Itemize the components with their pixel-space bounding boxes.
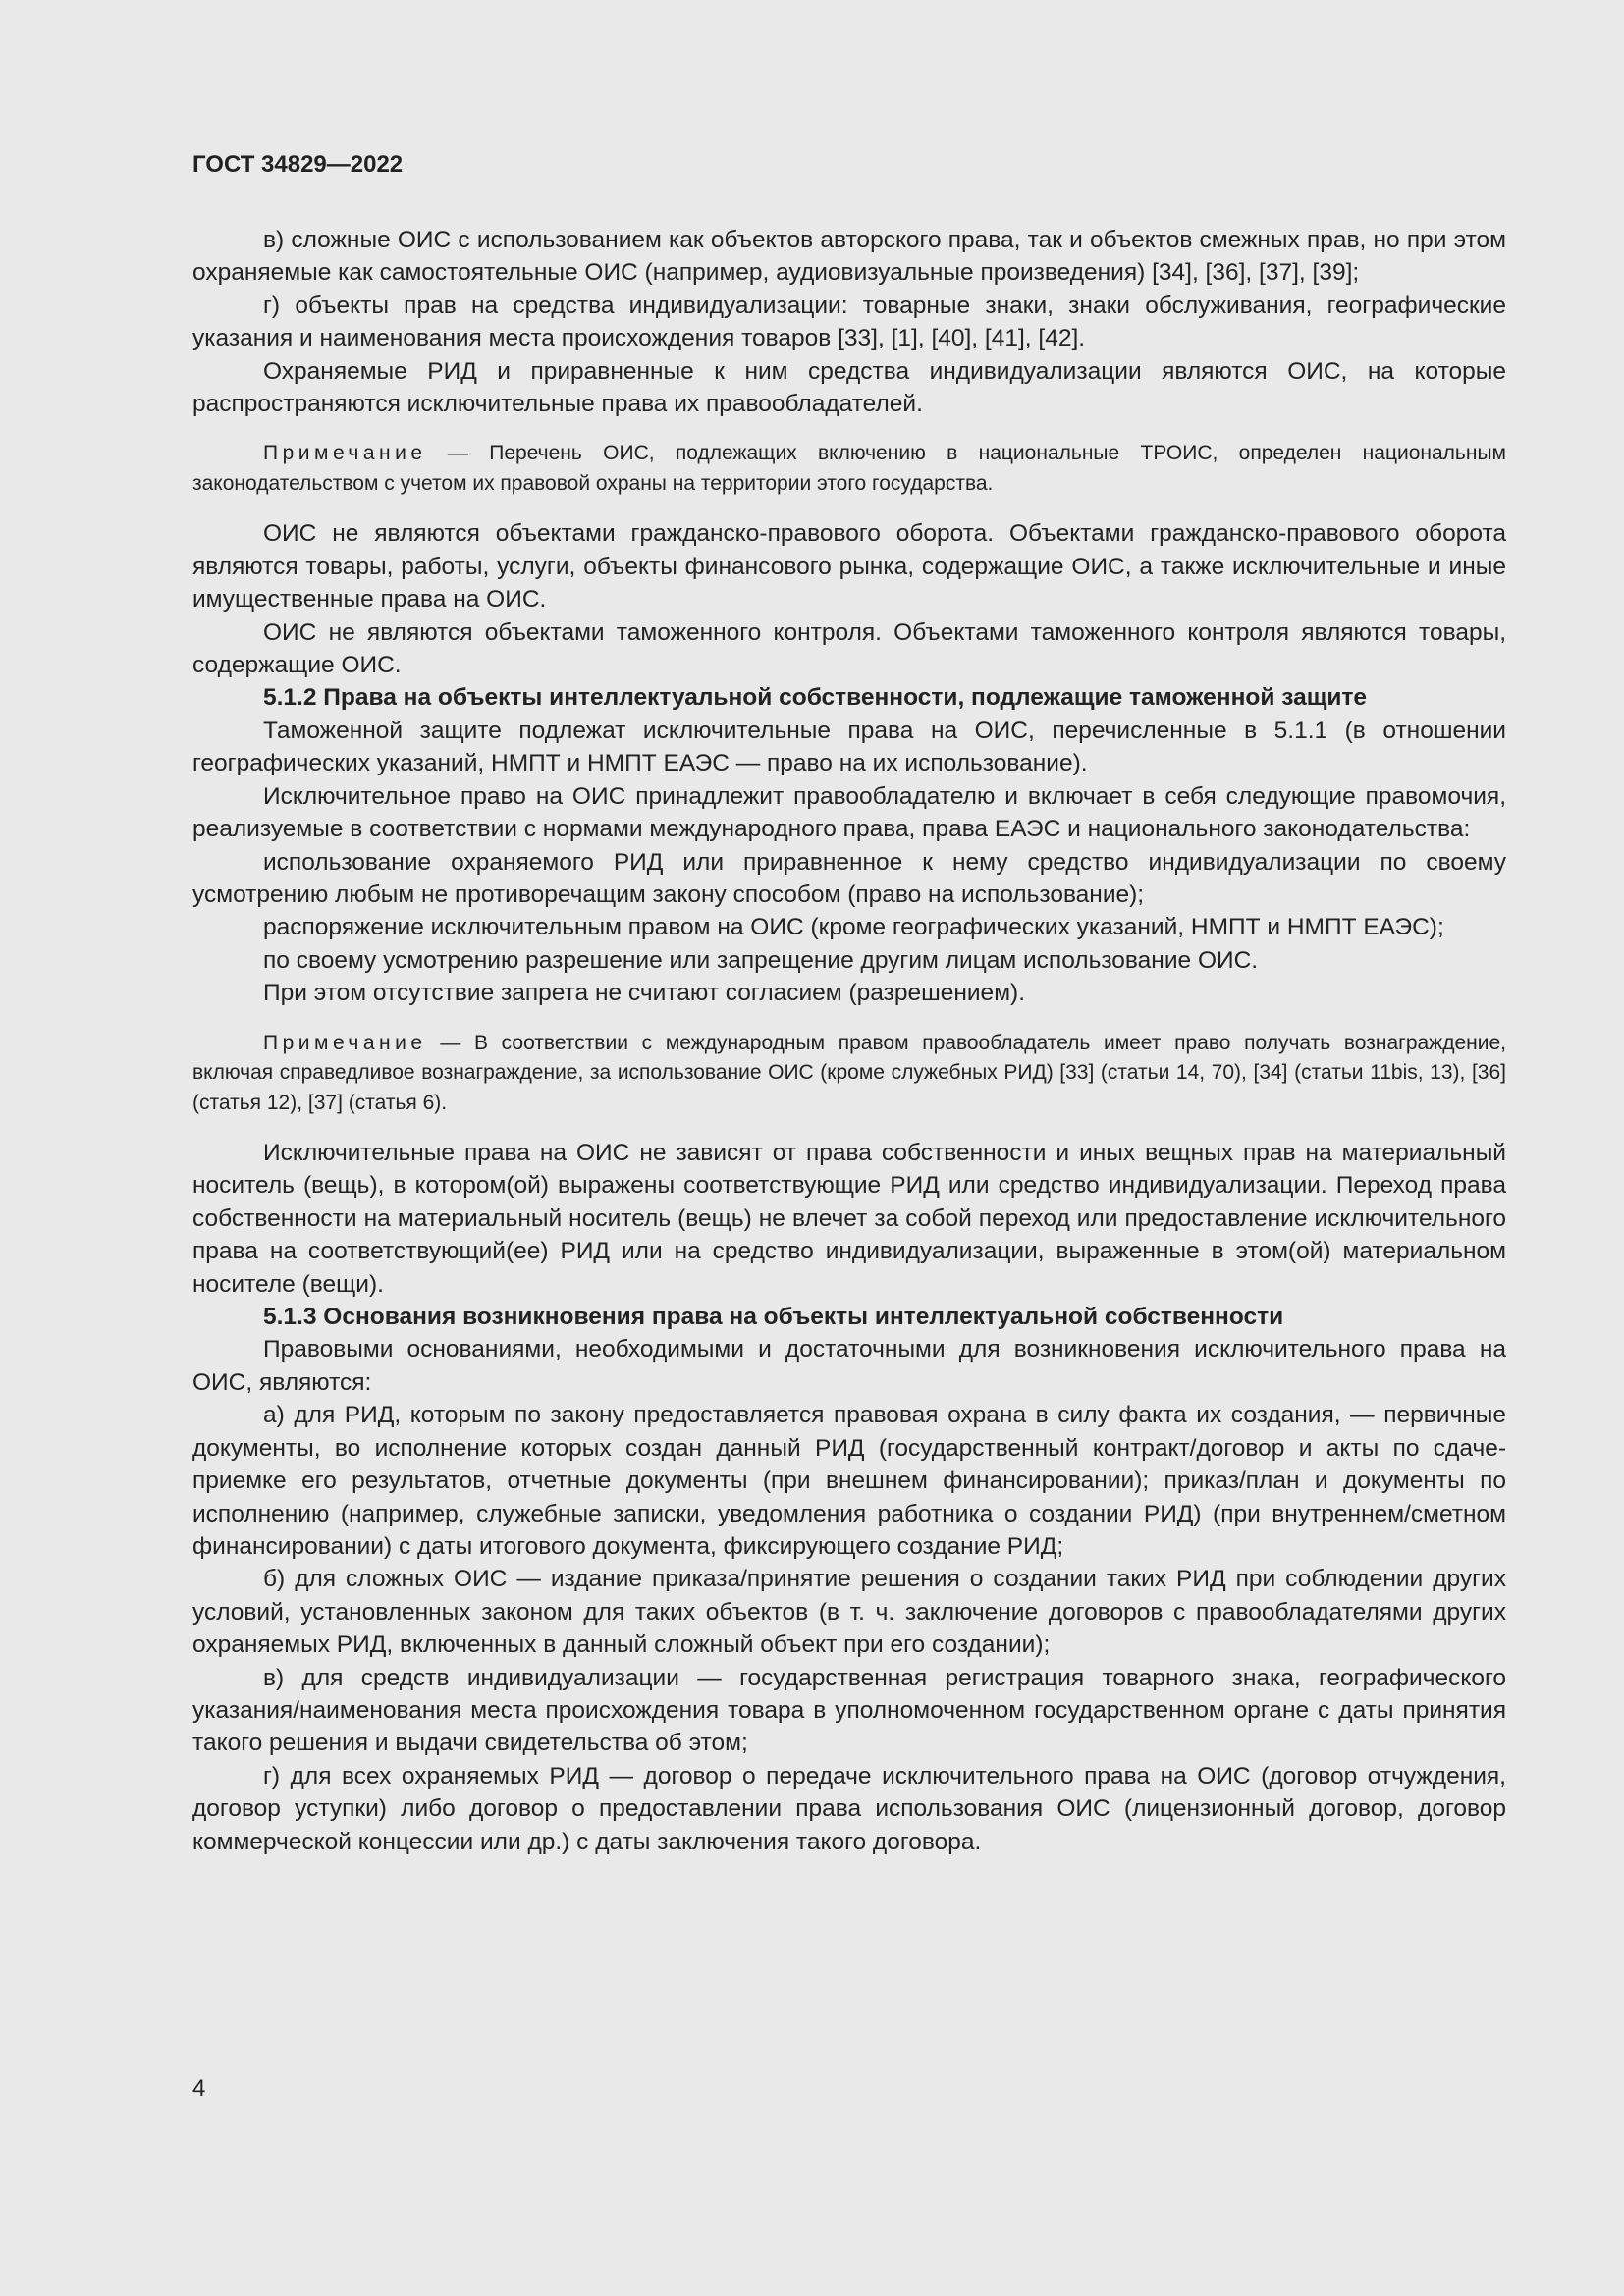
paragraph-material-carrier: Исключительные права на ОИС не зависят от права собственности и иных вещных прав на материальный носитель (вещь), в котором(ой) выражены соответствующие РИД или средство индивидуализации. Переход права собственности на материальный носитель (вещь) не влечет за собой переход или предоставление исключительного права на соответствующий(ее) РИД или на средство индивидуализации, выраженные в этом(ой) материальном носителе (вещи).: [192, 1140, 1506, 1298]
paragraph-right-dispose: распоряжение исключительным правом на ОИС (кроме географических указаний, НМПТ и НМПТ ЕАЭС);: [263, 914, 1444, 941]
document-body: [192, 224, 1506, 1858]
paragraph-exclusive-right: Исключительное право на ОИС принадлежит правообладателю и включает в себя следующие правомочия, реализуемые в соответствии с нормами международного права, права ЕАЭС и национального законодательства:: [192, 782, 1506, 843]
note-1: [192, 439, 1506, 499]
page-number: 4: [192, 2075, 206, 2102]
note-2-text: — В соответствии с международным правом правообладатель имеет право получать вознаграждение, включая справедливое вознаграждение, за использование ОИС (кроме служебных РИД) [33] (статьи 14, 70), [34] (статьи 11bis, 13), [36] (статья 12), [37] (статья 6).: [192, 1031, 1506, 1114]
paragraph-legal-grounds: Правовыми основаниями, необходимыми и достаточными для возникновения исключительного права на ОИС, являются:: [192, 1336, 1506, 1396]
paragraph-protected-rid: Охраняемые РИД и приравненные к ним средства индивидуализации являются ОИС, на которые распространяются исключительные права их правообладателей.: [192, 357, 1506, 418]
paragraph-right-permit: по своему усмотрению разрешение или запрещение другим лицам использование ОИС.: [263, 946, 1259, 974]
paragraph-ground-g: г) для всех охраняемых РИД — договор о передаче исключительного права на ОИС (договор отчуждения, договор уступки) либо договор о предоставлении права использования ОИС (лицензионный договор, договор коммерческой концессии или др.) с даты заключения такого договора.: [192, 1762, 1506, 1855]
paragraph-ground-b: б) для сложных ОИС — издание приказа/принятие решения о создании таких РИД при соблюдении других условий, установленных законом для таких объектов (в т. ч. заключение договоров с правообладателями других охраняемых РИД, включенных в данный сложный объект при его создании);: [192, 1566, 1506, 1659]
paragraph-customs-protection: Таможенной защите подлежат исключительные права на ОИС, перечисленные в 5.1.1 (в отношении географических указаний, НМПТ и НМПТ ЕАЭС — право на их использование).: [192, 717, 1506, 777]
note-2: [192, 1029, 1506, 1119]
note-1-label: Примечание: [263, 442, 427, 465]
paragraph-civil-turnover: ОИС не являются объектами гражданско-правового оборота. Объектами гражданско-правового оборота являются товары, работы, услуги, объекты финансового рынка, содержащие ОИС, а также исключительные и иные имущественные права на ОИС.: [192, 520, 1506, 614]
document-header: ГОСТ 34829—2022: [192, 151, 404, 178]
paragraph-right-use: использование охраняемого РИД или приравненное к нему средство индивидуализации по своему усмотрению любым не противоречащим закону способом (право на использование);: [192, 848, 1506, 908]
note-1-text: — Перечень ОИС, подлежащих включению в национальные ТРОИС, определен национальным законодательством с учетом их правовой охраны на территории этого государства.: [192, 442, 1506, 495]
paragraph-no-prohibition: При этом отсутствие запрета не считают согласием (разрешением).: [263, 980, 1025, 1007]
paragraph-item-g: г) объекты прав на средства индивидуализации: товарные знаки, знаки обслуживания, географические указания и наименования места происхождения товаров [33], [1], [40], [41], [42].: [192, 292, 1506, 352]
paragraph-ground-v: в) для средств индивидуализации — государственная регистрация товарного знака, географического указания/наименования места происхождения товара в уполномоченном государственном органе с даты принятия такого решения и выдачи свидетельства об этом;: [192, 1664, 1506, 1757]
paragraph-customs-control: ОИС не являются объектами таможенного контроля. Объектами таможенного контроля являются товары, содержащие ОИС.: [192, 618, 1506, 679]
section-heading-5-1-3: 5.1.3 Основания возникновения права на объекты интеллектуальной собственности: [263, 1304, 1284, 1331]
paragraph-item-v: в) сложные ОИС с использованием как объектов авторского права, так и объектов смежных прав, но при этом охраняемые как самостоятельные ОИС (например, аудиовизуальные произведения) [34], [36], [37], [39];: [192, 227, 1506, 287]
paragraph-ground-a: а) для РИД, которым по закону предоставляется правовая охрана в силу факта их создания, — первичные документы, во исполнение которых создан данный РИД (государственный контракт/договор и акты по сдаче-приемке его результатов, отчетные документы (при внешнем финансировании); приказ/план и документы по исполнению (например, служебные записки, уведомления работника о создании РИД) (при внутреннем/сметном финансировании) с даты итогового документа, фиксирующего создание РИД;: [192, 1402, 1506, 1560]
note-2-label: Примечание: [263, 1031, 427, 1054]
section-heading-5-1-2: 5.1.2 Права на объекты интеллектуальной собственности, подлежащие таможенной защите: [263, 684, 1368, 712]
